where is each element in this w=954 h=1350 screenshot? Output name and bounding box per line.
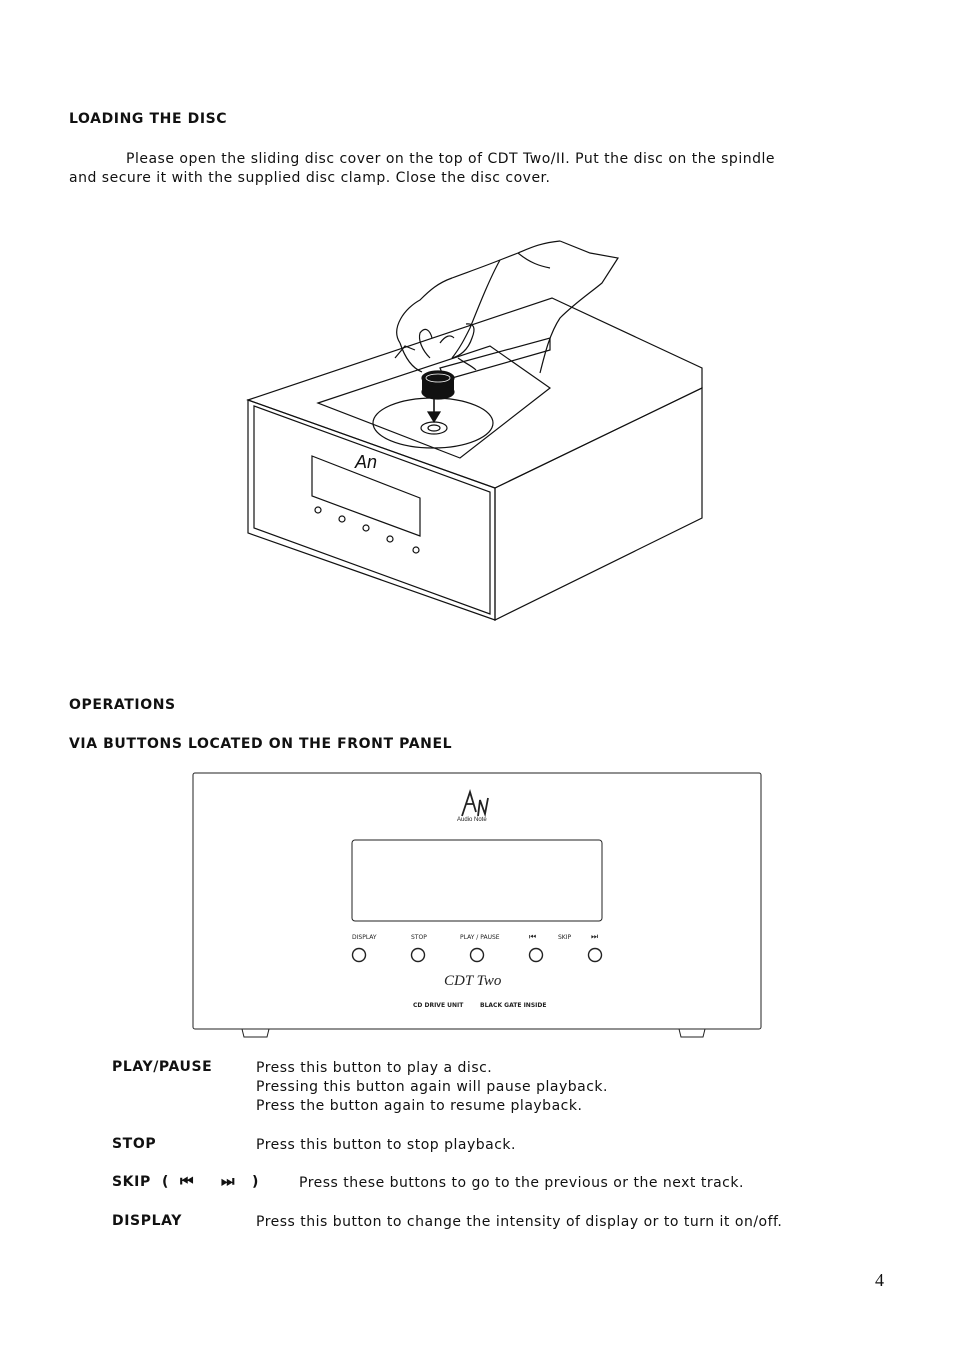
term-stop: STOP xyxy=(112,1136,157,1152)
skip-paren-open: ( xyxy=(162,1174,169,1190)
skip-paren-close: ) xyxy=(252,1174,259,1190)
term-skip: SKIP xyxy=(112,1174,151,1190)
skip-next-icon: ⏭ xyxy=(221,1172,236,1190)
loading-heading: LOADING THE DISC xyxy=(69,111,228,127)
front-panel-illustration xyxy=(192,772,762,1040)
svg-text:An: An xyxy=(355,452,378,472)
panel-label-play-pause: PLAY / PAUSE xyxy=(460,934,500,941)
panel-model-name: CDT Two xyxy=(444,973,502,989)
panel-label-display: DISPLAY xyxy=(352,934,377,941)
loading-text-line2: and secure it with the supplied disc clamp. Close the disc cover. xyxy=(69,170,551,186)
desc-skip: Press these buttons to go to the previous or the next track. xyxy=(299,1175,744,1191)
panel-label-skip: SKIP xyxy=(558,934,572,941)
panel-label-prev-icon: ⏮ xyxy=(529,932,537,941)
desc-display: Press this button to change the intensity of display or to turn it on/off. xyxy=(256,1214,783,1230)
desc-play-pause-line2: Pressing this button again will pause playback. xyxy=(256,1079,608,1095)
disc-loading-illustration xyxy=(240,238,710,623)
operations-heading: OPERATIONS xyxy=(69,697,176,713)
desc-play-pause-line3: Press the button again to resume playback. xyxy=(256,1098,583,1114)
panel-label-next-icon: ⏭ xyxy=(591,932,599,941)
term-play-pause: PLAY/PAUSE xyxy=(112,1059,213,1075)
desc-stop: Press this button to stop playback. xyxy=(256,1137,516,1153)
operations-subheading: VIA BUTTONS LOCATED ON THE FRONT PANEL xyxy=(69,736,453,752)
loading-text-line1: Please open the sliding disc cover on the top of CDT Two/II. Put the disc on the spindle xyxy=(126,151,775,167)
panel-logo-text: Audio Note xyxy=(457,817,487,823)
desc-play-pause-line1: Press this button to play a disc. xyxy=(256,1060,493,1076)
panel-caption-black-gate: BLACK GATE INSIDE xyxy=(480,1002,547,1009)
panel-caption-cd-drive: CD DRIVE UNIT xyxy=(413,1002,464,1009)
page-number: 4 xyxy=(875,1270,884,1290)
panel-label-stop: STOP xyxy=(411,934,427,941)
term-display: DISPLAY xyxy=(112,1213,182,1229)
skip-prev-icon: ⏮ xyxy=(180,1172,195,1190)
